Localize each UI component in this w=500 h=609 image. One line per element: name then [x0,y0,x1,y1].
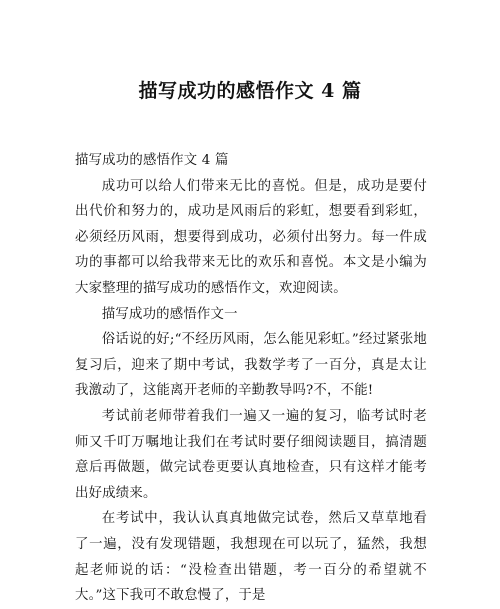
document-title: 描写成功的感悟作文 4 篇 [138,80,362,102]
paragraph: 俗话说的好;“不经历风雨，怎么能见彩虹。”经过紧张地复习后，迎来了期中考试，我数学考了一百分，真是太让我激动了，这能离开老师的辛勤教导吗?不，不能! [75,332,427,399]
paragraph-heading: 描写成功的感悟作文 4 篇 [75,153,229,168]
document-body [75,148,427,609]
paragraph-intro: 成功可以给人们带来无比的喜悦。但是，成功是要付出代价和努力的，成功是风雨后的彩虹，想要看到彩虹，必须经历风雨，想要得到成功，必须付出努力。每一件成功的事都可以给我带来无比的欢乐和喜悦。本文是小编为大家整理的描写成功的感悟作文，欢迎阅读。 [75,178,427,296]
paragraph: 考试前老师带着我们一遍又一遍的复习，临考试时老师又千叮万嘱地让我们在考试时要仔细阅读题目，搞清题意后再做题，做完试卷更要认真地检查，只有这样才能考出好成绩来。 [75,408,427,501]
paragraph-section-title: 描写成功的感悟作文一 [101,306,238,322]
paragraph: 在考试中，我认认真真地做完试卷，然后又草草地看了一遍，没有发现错题，我想现在可以玩了，猛然，我想起老师说的话：“没检查出错题，考一百分的希望就不大。”这下我可不敢怠慢了，于是 [75,511,427,604]
